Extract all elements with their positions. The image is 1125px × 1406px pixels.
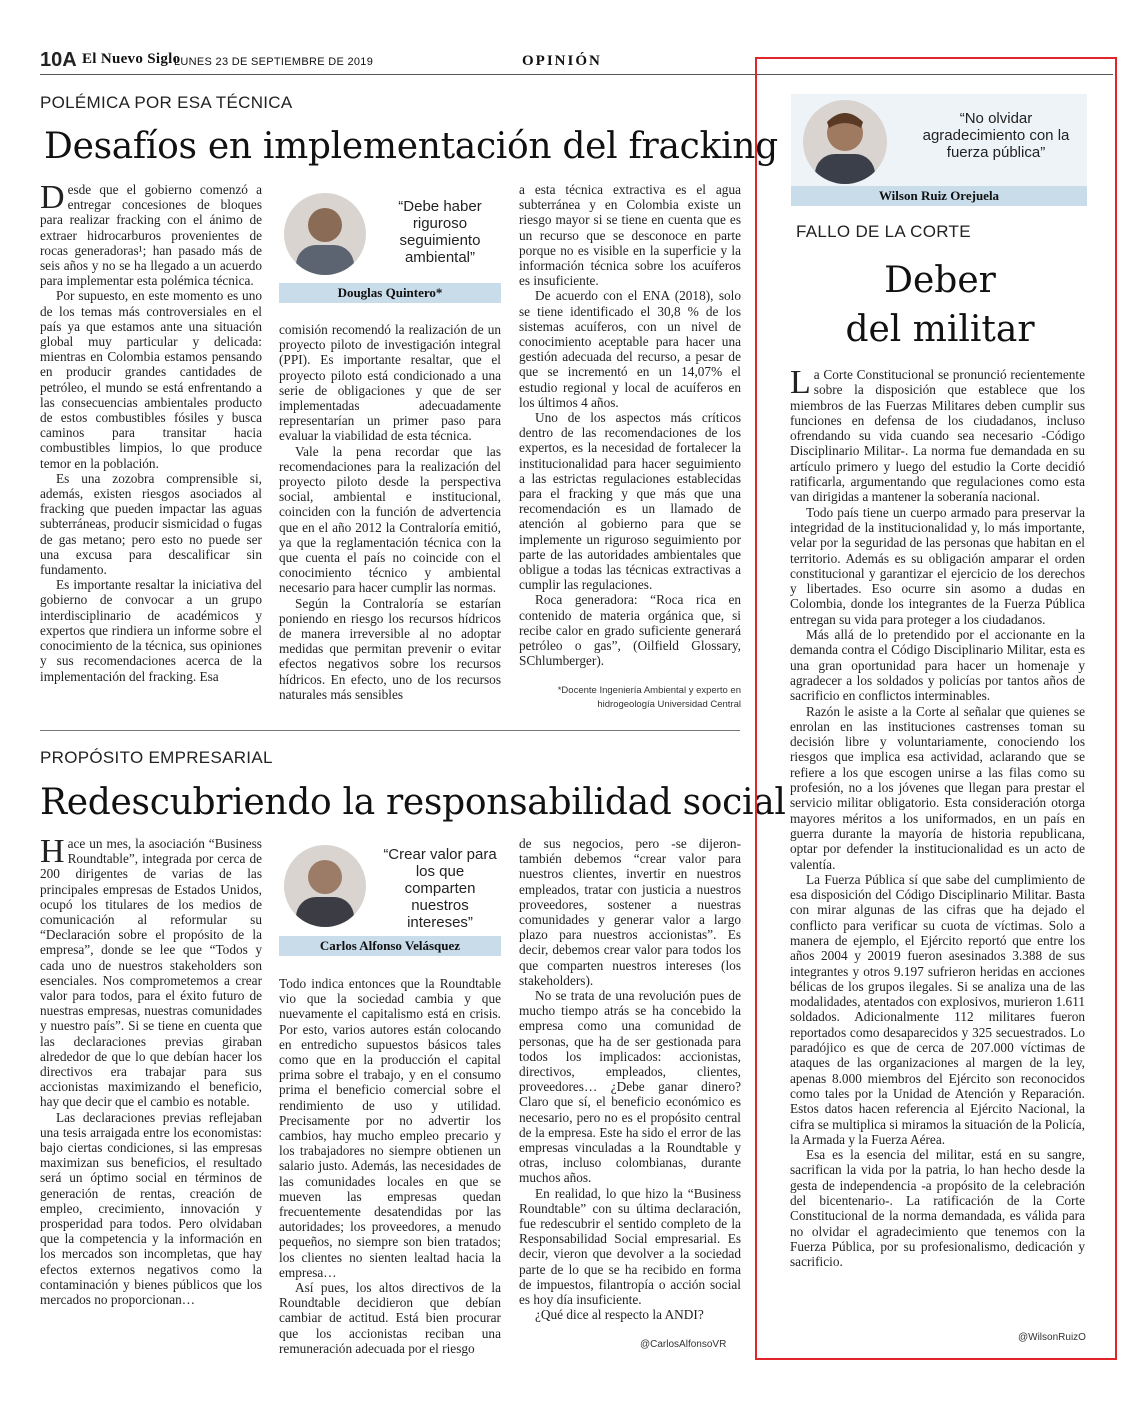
portrait-icon xyxy=(284,845,366,927)
paragraph: comisión recomendó la realización de un proyecto piloto de investigación integral (PPI). Es importante resaltar, que el proyecto piloto está condicionado a una serie de obligaciones y que de ser implementadas adecuadamente representarían un primer paso para evaluar la viabilidad de esta técnica. xyxy=(279,322,501,444)
author-box-douglas xyxy=(279,188,501,308)
author-photo xyxy=(803,100,887,184)
paragraph: La Fuerza Pública sí que sabe del cumplimiento de esa disposición del Código Disciplinario Militar. Basta con mirar algunas de las cifras que ha dejado el conflicto para verificar su cuota de víctimas. Solo a manera de ejemplo, el Ejército reportó que entre los años 2004 y 20019 fueron asesinados 3.388 de sus integrantes y otros 9.197 sufrieron heridas en acciones bélicas de los grupos ilegales. Si se analiza una de las modalidades, atentados con explosivos, murieron 1.611 soldados. Adicionalmente 112 militares fueron reportados como desaparecidos y 325 secuestrados. Lo paradójico es que de cerca de 207.000 víctimas de ataques de las organizaciones al margen de la ley, apenas 8.000 miembros del Ejército son reconocidos como tales por la Unidad de Atención y Reparación. Estos datos hacen referencia al Ejército Nacional, la cifra se multiplica si miramos la situación de la Policía, la Armada y la Fuerza Aérea. xyxy=(790,871,1085,1147)
paragraph: Roca generadora: “Roca rica en contenido de materia orgánica que, si recibe calor en grado suficiente generará petróleo o gas”, (Oilfield Glossary, SChlumberger). xyxy=(519,592,741,669)
paragraph: Todo indica entonces que la Roundtable vio que la sociedad cambia y que nuevamente el capitalismo está en crisis. Por esto, varios autores están colocando en entredicho supuestos básicos tales como que en la producción el capital prima sobre el trabajo, y en el consumo prima el beneficio comercial sobre el rendimiento de uso y utilidad. Precisamente por no advertir los cambios, hay mucho empleo precario y los trabajadores no siempre obtienen un salario justo. Además, las necesidades de las comunidades locales en que se mueven las empresas quedan frecuentemente desatendidas por las autoridades; los proveedores, a menudo pequeños, no siempre son bien tratados; los clientes no sienten lealtad hacia la empresa… xyxy=(279,976,501,1280)
headline-line: del militar xyxy=(845,309,1035,350)
paragraph: Todo país tiene un cuerpo armado para preservar la integridad de la institucionalidad y, lo más importante, velar por la seguridad de las personas que habitan en el territorio. Además es su obligación amparar el orden constitucional y garantizar el ejercicio de los derechos y libertades. Eso ocurre sin asomo a dudas en Colombia, donde los integrantes de la Fuerza Pública entregan su vida para proteger a los ciudadanos. xyxy=(790,504,1085,627)
drop-cap: D xyxy=(40,182,65,216)
paragraph: a Corte Constitucional se pronunció recientemente sobre la disposición que establece que los miembros de las Fuerzas Militares deben cumplir sus funciones en defensa de los ciudadanos, incluso ofrendando su vida cuando sea necesario -Código Disciplinario Militar-. La norma fue demandada en su artículo primero y luego del estudio la Corte decidió ratificarla, argumentando que regulaciones como esta van dirigidas a mantener la soberanía nacional. xyxy=(790,367,1085,505)
author-byline: Wilson Ruiz Orejuela xyxy=(791,186,1087,206)
paragraph: Más allá de lo pretendido por el accionante en la demanda contra el Código Disciplinario Militar, esta es una gran oportunidad para hacer un homenaje y agradecer a los soldados y policías por tantos años de sacrificio en conflictos interminables. xyxy=(790,627,1085,704)
pull-quote: “Crear valor para los que comparten nuestros intereses” xyxy=(383,846,497,931)
author-footnote: *Docente Ingeniería Ambiental y experto en hidrogeología Universidad Central xyxy=(557,685,741,710)
portrait-icon xyxy=(803,100,887,184)
article2-column-2 xyxy=(279,976,501,1356)
author-byline: Douglas Quintero* xyxy=(279,283,501,303)
drop-cap: L xyxy=(790,367,811,401)
author-box-wilson xyxy=(791,94,1087,209)
paragraph: Esa es la esencia del militar, está en su sangre, sacrifican la vida por la patria, lo han hecho desde la gesta de independencia -a propósito de la celebración del bicentenario-. La ratificación de la Corte Constitucional de la norma demandada, es válida para no olvidar el agradecimiento que tenemos con la Fuerza Pública, por su profesionalismo, dedicación y sacrificio. xyxy=(790,1147,1085,1270)
article-divider xyxy=(40,730,740,731)
portrait-icon xyxy=(284,193,366,275)
article3-kicker: FALLO DE LA CORTE xyxy=(796,222,971,241)
paragraph: de sus negocios, pero -se dijeron- también debemos “crear valor para nuestros clientes, invertir en nuestros empleados, tratar con justicia a nuestros proveedores, sostener a nuestras comunidades y generar valor a largo plazo para nuestros accionistas”. Es decir, debemos crear valor para todos los que comparten nuestros intereses (los stakeholders). xyxy=(519,836,741,988)
author-byline: Carlos Alfonso Velásquez xyxy=(279,936,501,956)
article2-headline: Redescubriendo la responsabilidad social xyxy=(40,782,786,823)
paragraph: Según la Contraloría se estarían poniendo en riesgo los recursos hídricos de manera irreversible al no adoptar medidas que permitan prevenir o evitar efectos negativos sobre los recursos hídricos. En efecto, uno de los recursos naturales más sensibles xyxy=(279,595,501,702)
paragraph: Así pues, los altos directivos de la Roundtable decidieron que debían cambiar de actitud. Está bien procurar que los accionistas reciban una remuneración adecuada por el riesgo xyxy=(279,1280,501,1356)
article3-headline xyxy=(790,256,1090,354)
article1-kicker: POLÉMICA POR ESA TÉCNICA xyxy=(40,93,293,112)
paragraph: a esta técnica extractiva es el agua subterránea y en Colombia existe un riesgo mayor si se tiene en cuenta que es un recurso que se desconoce en parte porque no es visible en la superficie y la información técnica sobre los acuíferos es insuficiente. xyxy=(519,182,741,289)
paragraph: En realidad, lo que hizo la “Business Roundtable” con su última declaración, fue redescubrir el sentido completo de la Responsabilidad Social empresarial. Es decir, vieron que devolver a la sociedad parte de lo que se ha recibido en forma de impuestos, filantropía o acción social es hoy día insuficiente. xyxy=(519,1185,741,1308)
newspaper-name: El Nuevo Siglo xyxy=(82,51,181,67)
headline-line: Deber xyxy=(884,260,996,301)
paragraph: No se trata de una revolución pues de mucho tiempo atrás se ha concebido la empresa como una comunidad de personas, que ha de ser gestionada para todos los implicados: accionistas, directivos, empleados, clientes, proveedores… ¿Debe ganar dinero? Claro que sí, el beneficio económico es necesario, pero no es el propósito central de la empresa. Este ha sido el error de las empresas vinculadas a la Roundtable y otras, incluso colombianas, durante muchos años. xyxy=(519,988,741,1186)
paragraph: Vale la pena recordar que las recomendaciones para la realización del proyecto piloto desde la perspectiva social, ambiental e institucional, coinciden con la función de advertencia que en el año 2012 la Contraloría emitió, ya que la reglamentación técnica con la que cuenta el país no coincide con el conocimiento técnico y ambiental necesario para hacer cumplir las normas. xyxy=(279,443,501,596)
paragraph: ace un mes, la asociación “Business Roundtable”, integrada por cerca de 200 dirigentes de varias de las principales empresas de Estados Unidos, ocupó los titulares de los medios de comunicación al reformular su “Declaración sobre el propósito de la empresa”, donde se lee que “Todos y cada uno de nuestros stakeholders son esenciales. Nos comprometemos a crear valor para todos, para el éxito futuro de nuestras empresas, nuestras comunidades y nuestro país”. Si se tiene en cuenta que las declaraciones previas giraban alrededor de que lo que debían hacer los directivos era trabajar para sus accionistas maximizando el beneficio, hay que decir que el cambio es notable. xyxy=(40,836,262,1110)
article2-column-3 xyxy=(519,836,741,1334)
issue-date: LUNES 23 DE SEPTIEMBRE DE 2019 xyxy=(174,56,374,68)
pull-quote: “No olvidar agradecimiento con la fuerza pública” xyxy=(922,110,1070,161)
drop-cap: H xyxy=(40,836,65,870)
article2-column-1 xyxy=(40,836,262,1356)
pull-quote: “Debe haber riguroso seguimiento ambiental” xyxy=(398,198,482,266)
paragraph: Razón le asiste a la Corte al señalar que quienes se enrolan en las instituciones castrenses toman su decisión libre y voluntariamente, conociendo los riesgos que implica esa actividad, aclarando que se refiere a los que escogen unirse a las filas como su profesión, no a los jóvenes que llegan para prestar el servicio militar obligatorio. Esta consideración otorga mayores méritos a los uniformados, en un país en guerra durante la mayoría de historia republicana, optar por defender la institucionalidad es un acto de valentía. xyxy=(790,703,1085,872)
paragraph: Por supuesto, en este momento es uno de los temas más controversiales en el país ya que estamos ante una situación global muy particular y delicada: mientras en Colombia estamos pensando en producir grandes cantidades de petróleo, el mundo se está enfrentando a las consecuencias ambientales producto de estos combustibles fósiles y busca caminos para transitar hacia combustibles limpios, lo que produce temor en la población. xyxy=(40,288,262,471)
article1-column-2 xyxy=(279,322,501,714)
paragraph: esde que el gobierno comenzó a entregar concesiones de bloques para realizar fracking con el ánimo de extraer hidrocarburos provenientes de rocas generadoras¹; han pasado más de seis años y no se ha llegado a un acuerdo para implementar esta polémica técnica. xyxy=(40,182,262,289)
page-number: 10A xyxy=(40,49,77,71)
article2-kicker: PROPÓSITO EMPRESARIAL xyxy=(40,748,273,767)
paragraph: Uno de los aspectos más críticos dentro de las recomendaciones de los expertos, es la necesidad de fortalecer la institucionalidad para hacer seguimiento a las estrictas regulaciones establecidas para el fracking y que más que una recomendación es un llamado de atención al gobierno para que se implemente un riguroso seguimiento por parte de las autoridades ambientales que obligue a todas las técnicas extractivas a cumplir las regulaciones. xyxy=(519,410,741,593)
article3-body xyxy=(790,367,1085,1333)
paragraph: Es importante resaltar la iniciativa del gobierno de convocar a un grupo interdisciplinario de académicos y expertos que rindiera un informe sobre el conocimiento de la técnica, sus opiniones y sus recomendaciones acerca de la implementación del fracking. Esa xyxy=(40,577,262,684)
article1-column-3 xyxy=(519,182,741,680)
author-photo xyxy=(284,193,366,275)
author-handle: @WilsonRuizO xyxy=(1018,1332,1086,1343)
article1-column-1 xyxy=(40,182,262,714)
author-box-carlos xyxy=(279,840,501,960)
paragraph: Es una zozobra comprensible si, además, existen riesgos asociados al fracking que pueden impactar las aguas subterráneas, producir sismicidad o fugas de gas metano; pero esto no puede ser una excusa para descalificar sin fundamento. xyxy=(40,470,262,578)
author-handle: @CarlosAlfonsoVR xyxy=(640,1339,727,1350)
paragraph: Las declaraciones previas reflejaban una tesis arraigada entre los economistas: bajo ciertas condiciones, si las empresas maximizan sus beneficios, el resultado será un óptimo social en términos de generación de rentas, creación de empleo, crecimiento, innovación y prosperidad para todos. Pero olvidaban que la competencia y la información en los mercados son incompletas, que hay efectos externos negativos como la contaminación y bienes públicos que los mercados no proporcionan… xyxy=(40,1109,262,1308)
paragraph: De acuerdo con el ENA (2018), solo se tiene identificado el 30,8 % de los sistemas acuíferos, con un nivel de conocimiento aceptable para hacer una gestión adecuada del recurso, a pesar de que se incrementó en un 14,07% el estudio regional y local de acuíferos en los últimos 4 años. xyxy=(519,288,741,410)
article1-headline: Desafíos en implementación del fracking xyxy=(44,126,778,167)
paragraph: ¿Qué dice al respecto la ANDI? xyxy=(535,1307,704,1323)
author-photo xyxy=(284,845,366,927)
section-title: OPINIÓN xyxy=(522,53,602,69)
